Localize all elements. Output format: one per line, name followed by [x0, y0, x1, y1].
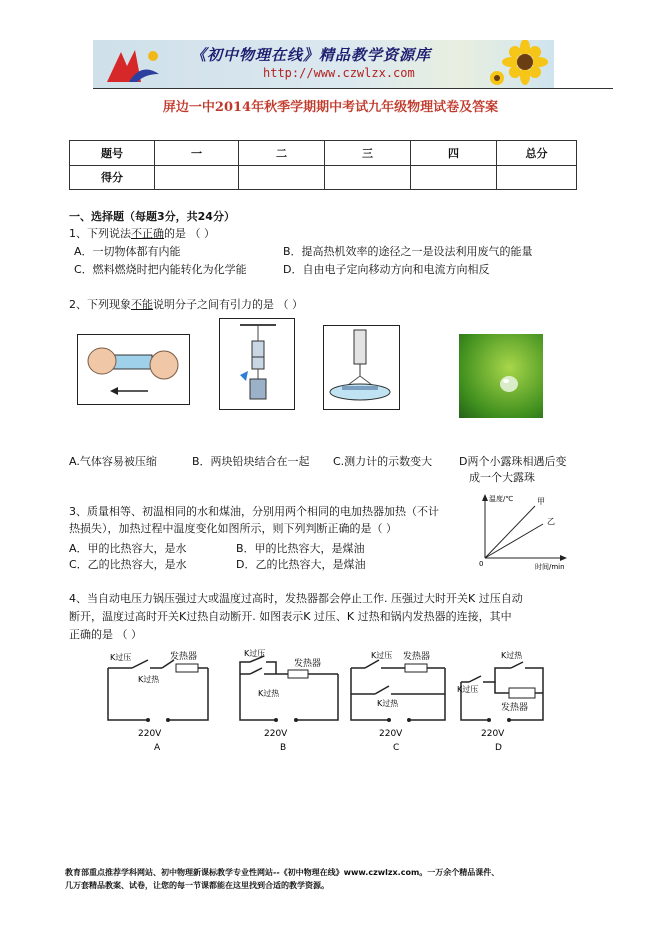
header-banner	[93, 40, 554, 88]
k-overheat-label: K过热	[501, 651, 523, 660]
banner-url: http://www.czwlzx.com	[263, 66, 415, 80]
section-heading: 一、选择题（每题3分，共24分）	[69, 210, 235, 223]
q4-stem-line2: 断开，温度过高时开关K过热自动断开. 如图表示K 过压、K 过热和锅内发热器的连接，其中	[69, 610, 512, 623]
k-overheat-label: K过热	[138, 675, 160, 684]
graph-line-yi	[485, 524, 543, 558]
q2-option-a: A.气体容易被压缩	[69, 455, 157, 468]
q1-option-c: C．燃料燃烧时把内能转化为化学能	[74, 263, 247, 276]
k-overheat-label: K过热	[258, 689, 280, 698]
graph-xlabel: 时间/min	[535, 563, 565, 571]
score-header-cell: 四	[411, 141, 497, 166]
document-title: 屏边一中2014年秋季学期期中考试九年级物理试卷及答案	[162, 100, 499, 115]
k-overpressure-label: K过压	[110, 653, 132, 662]
dew-drop-icon	[459, 334, 543, 418]
q3-option-b: B．甲的比热容大，是煤油	[236, 542, 365, 555]
q2-option-c: C.测力计的示数变大	[333, 455, 433, 468]
heater-label: 发热器	[294, 659, 322, 669]
q3-stem-line2: 热损失），加热过程中温度变化如图所示，则下列判断正确的是（ ）	[69, 522, 397, 535]
voltage-label: 220V	[264, 729, 288, 739]
circuit-b	[228, 648, 348, 754]
option-letter: D	[495, 743, 502, 753]
score-header-cell: 三	[325, 141, 411, 166]
q2-option-b: B．两块铅块结合在一起	[192, 455, 310, 468]
score-table-header-row	[70, 141, 577, 166]
k-overpressure-label: K过压	[244, 649, 266, 658]
banner-title: 《初中物理在线》精品教学资源库	[191, 46, 432, 64]
q2-stem-emphasis: 不能	[131, 298, 153, 311]
heater-label: 发热器	[403, 652, 431, 662]
score-table-row	[70, 165, 577, 190]
score-table	[69, 140, 577, 190]
k-overpressure-label: K过压	[371, 651, 393, 660]
site-logo-icon	[101, 44, 165, 86]
q2-stem-a: 2、下列现象	[69, 298, 131, 311]
option-letter: A	[154, 743, 161, 753]
dew-drops-photo	[459, 334, 543, 418]
score-cell	[325, 165, 411, 190]
graph-ylabel: 温度/℃	[489, 495, 514, 503]
voltage-label: 220V	[138, 729, 162, 739]
footer-line: 教育部重点推荐学科网站、初中物理新课标教学专业性网站--《初中物理在线》www.czwlzx.com。一万余个精品课件、	[65, 868, 500, 877]
option-letter: B	[280, 743, 287, 753]
circuit-c	[345, 648, 457, 754]
score-cell	[239, 165, 325, 190]
score-cell	[411, 165, 497, 190]
score-header-cell: 一	[155, 141, 239, 166]
score-header-cell: 总分	[497, 141, 577, 166]
q3-option-c: C．乙的比热容大，是水	[69, 558, 187, 571]
syringe-figure	[77, 334, 190, 405]
q2-option-d-cont: 成一个大露珠	[469, 471, 535, 484]
score-header-cell: 二	[239, 141, 325, 166]
lead-blocks-figure	[219, 318, 295, 410]
heater-label: 发热器	[501, 703, 529, 713]
q1-stem-emphasis: 不正确	[131, 227, 164, 240]
score-cell	[155, 165, 239, 190]
q1-stem-a: 1、下列说法	[69, 227, 131, 240]
graph-line-jia	[485, 506, 535, 558]
option-letter: C	[393, 743, 400, 753]
k-overheat-label: K过热	[377, 699, 399, 708]
graph-origin: 0	[479, 560, 484, 568]
voltage-label: 220V	[379, 729, 403, 739]
score-cell	[497, 165, 577, 190]
q4-stem-line1: 4、当自动电压力锅压强过大或温度过高时，发热器都会停止工作. 压强过大时开关K 过压自动	[69, 592, 523, 605]
circuit-d	[455, 648, 555, 754]
spring-scale-figure	[323, 325, 400, 410]
heater-label: 发热器	[170, 652, 198, 662]
graph-line1-label: 甲	[537, 497, 545, 506]
q2-stem-b: 说明分子之间有引力的是 （ ）	[153, 298, 303, 311]
temperature-graph	[477, 492, 567, 572]
page-footer	[65, 866, 625, 892]
q1-option-b: B．提高热机效率的途径之一是设法利用废气的能量	[283, 245, 533, 258]
score-row-label: 得分	[70, 165, 155, 190]
q1-option-a: A．一切物体都有内能	[74, 245, 181, 258]
header-rule	[93, 88, 613, 89]
q2-stem	[69, 298, 303, 312]
q1-stem	[69, 227, 215, 241]
score-header-cell: 题号	[70, 141, 155, 166]
voltage-label: 220V	[481, 729, 505, 739]
q3-option-d: D．乙的比热容大，是煤油	[236, 558, 366, 571]
q1-option-d: D．自由电子定向移动方向和电流方向相反	[283, 263, 490, 276]
graph-line2-label: 乙	[547, 517, 555, 526]
circuit-a	[100, 648, 220, 754]
q2-option-d: D两个小露珠相遇后变	[459, 455, 567, 468]
k-overpressure-label: K过压	[457, 685, 479, 694]
q3-option-a: A．甲的比热容大，是水	[69, 542, 187, 555]
q4-stem-line3: 正确的是 （ ）	[69, 628, 142, 641]
footer-line: 几万套精品教案、试卷，让您的每一节课都能在这里找到合适的教学资源。	[65, 881, 329, 890]
q3-stem-line1: 3、质量相等、初温相同的水和煤油，分别用两个相同的电加热器加热（不计	[69, 505, 439, 518]
sunflower-icon	[485, 40, 554, 88]
q1-stem-b: 的是 （ ）	[164, 227, 215, 240]
